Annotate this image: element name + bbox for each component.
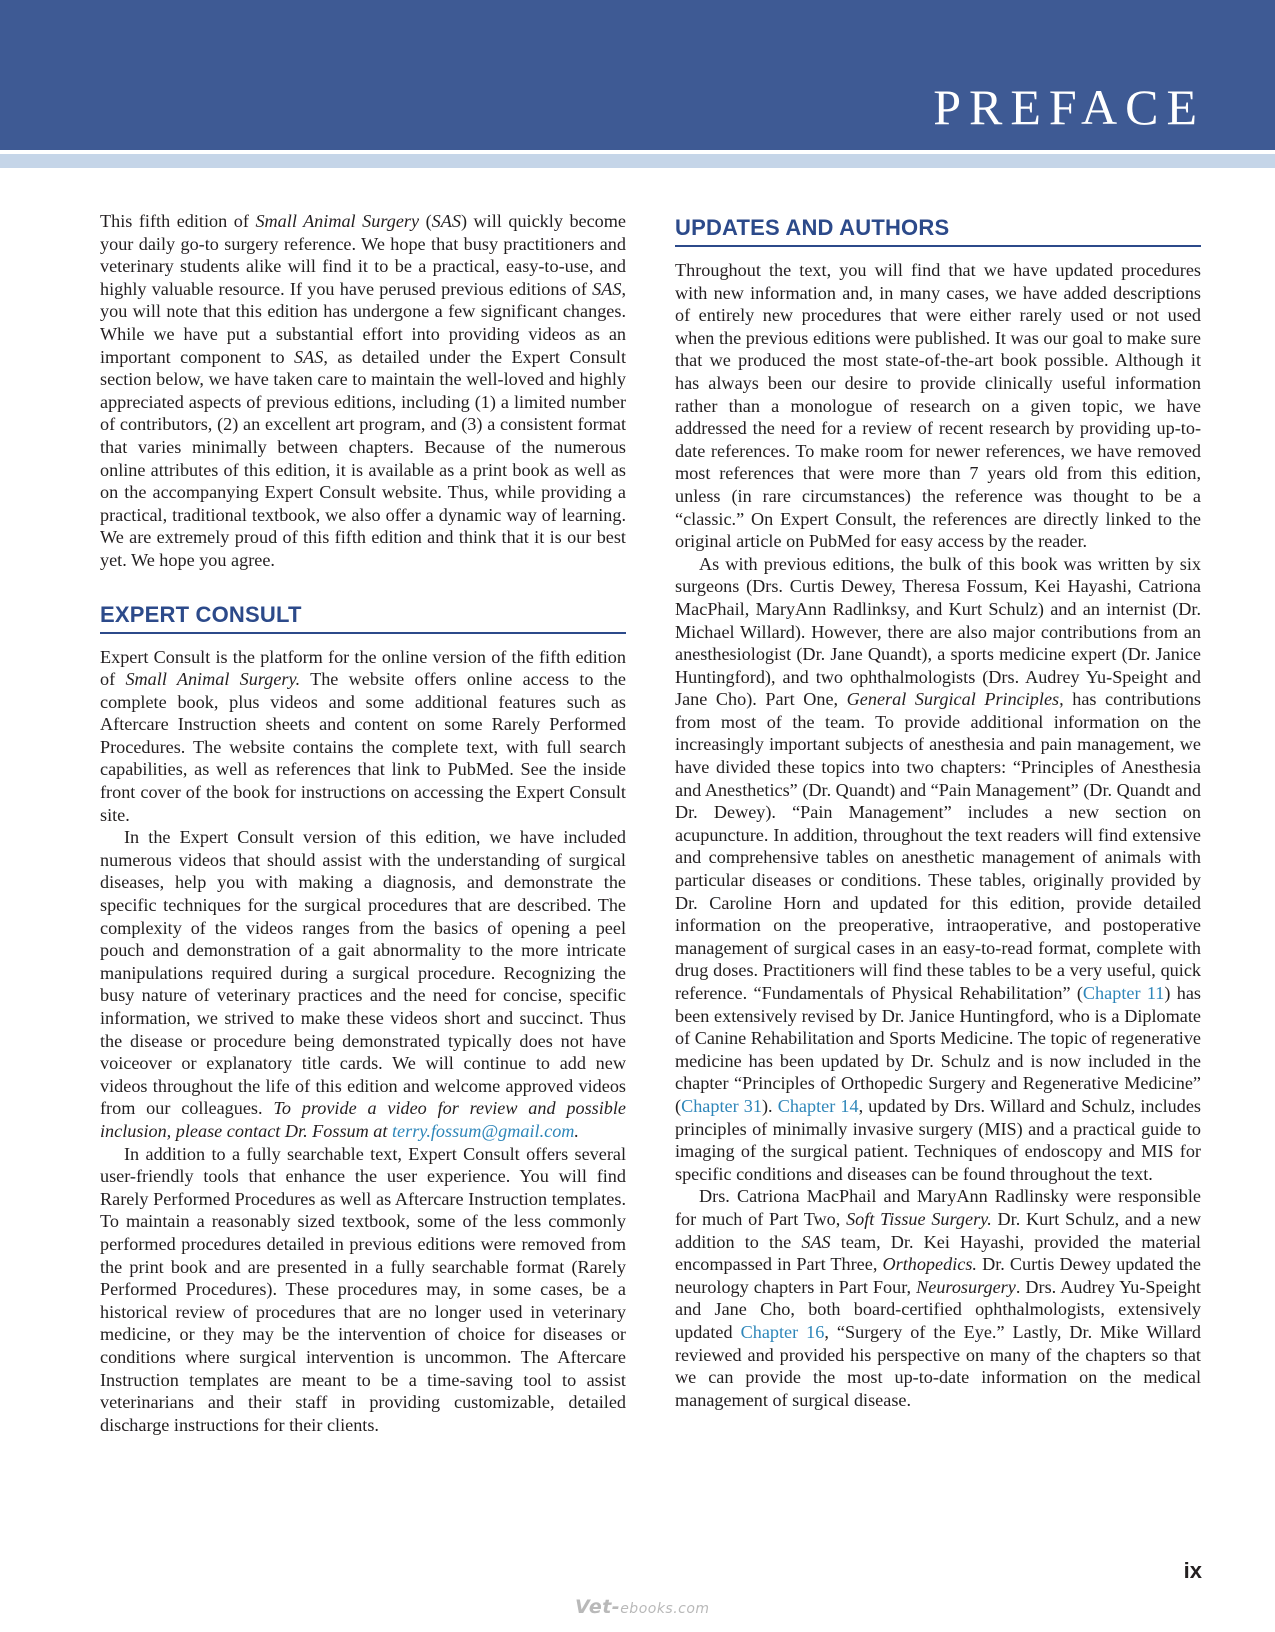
chapter-16-link[interactable]: Chapter 16 — [740, 1321, 825, 1342]
updates-authors-heading: UPDATES AND AUTHORS — [675, 215, 1201, 247]
expert-paragraph-3: In addition to a fully searchable text, Expert Consult offers several user-friendly tools that enhance the user experience. You will find Rarely Performed Procedures as well as Aftercare Instruction templates. To maintain a reasonably sized textbook, some of the less commonly performed procedures detailed in previous editions were removed from the print book and are presented in a fully searchable format (Rarely Performed Procedures). These procedures may, in some cases, be a historical review of procedures that are no longer used in veterinary medicine, or they may be the intervention of choice for diseases or conditions where surgical intervention is uncommon. The Aftercare Instruction templates are meant to be a time-saving tool to assist veterinarians and their staff in providing customizable, detailed discharge instructions for their clients. — [100, 1143, 626, 1435]
chapter-14-link[interactable]: Chapter 14 — [777, 1095, 859, 1116]
chapter-31-link[interactable]: Chapter 31 — [681, 1095, 762, 1116]
expert-paragraph-1: Expert Consult is the platform for the online version of the fifth edition of Small Animal Surgery. The website offers online access to the complete book, plus videos and some additional features such as Aftercare Instruction sheets and content on some Rarely Performed Procedures. The website contains the complete text, with full search capabilities, as well as references that link to PubMed. See the inside front cover of the book for instructions on accessing the Expert Consult site. — [100, 646, 626, 825]
updates-paragraph-3: Drs. Catriona MacPhail and MaryAnn Radlinsky were responsible for much of Part Two, Soft Tissue Surgery. Dr. Kurt Schulz, and a new addition to the SAS team, Dr. Kei Hayashi, provided the material encompassed in Part Three, Orthopedics. Dr. Curtis Dewey updated the neurology chapters in Part Four, Neurosurgery. Drs. Audrey Yu-Speight and Jane Cho, both board-certified ophthalmologists, extensively updated Chapter 16, “Surgery of the Eye.” Lastly, Dr. Mike Willard reviewed and provided his perspective on many of the chapters so that we can provide the most up-to-date information on the medical management of surgical disease. — [675, 1186, 1202, 1410]
watermark-logo: Vet-ebooks.com — [575, 1596, 710, 1618]
email-link[interactable]: terry.fossum@gmail.com — [391, 1120, 575, 1141]
chapter-11-link[interactable]: Chapter 11 — [1082, 983, 1165, 1003]
expert-paragraph-2: In the Expert Consult version of this edition, we have included numerous videos that should assist with the understanding of surgical diseases, help you with making a diagnosis, and demonstrate the specific techniques for the surgical procedures that are described. The complexity of the videos ranges from the basics of opening a peel pouch and demonstration of a gait abnormality to the more intricate manipulations required during a surgical procedure. Recognizing the busy nature of veterinary practices and the need for concise, specific information, we strived to make these videos short and succinct. Thus the disease or procedure being demonstrated typically does not have voiceover or explanatory title cards. We will continue to add new videos throughout the life of this edition and welcome approved videos from our colleagues. To provide a video for review and possible inclusion, please contact Dr. Fossum at terry.fossum@gmail.com. — [100, 827, 627, 1141]
page-title: PREFACE — [933, 79, 1205, 135]
right-column — [675, 215, 1201, 1411]
header-strip — [0, 154, 1275, 168]
updates-paragraph-2: As with previous editions, the bulk of this book was written by six surgeons (Drs. Curtis Dewey, Theresa Fossum, Kei Hayashi, Catriona MacPhail, MaryAnn Radlinksy, and Kurt Schulz) and an internist (Dr. Michael Willard). However, there are also major contributions from an anesthesiologist (Dr. Jane Quandt), a sports medicine expert (Dr. Janice Huntingford), and two ophthalmologists (Drs. Audrey Yu-Speight and Jane Cho). Part One, General Surgical Principles, has contributions from most of the team. To provide additional information on the increasingly important subjects of anesthesia and pain management, we have divided these topics into two chapters: “Principles of Anesthesia and Anesthetics” (Dr. Quandt) and “Pain Management” (Dr. Quandt and Dr. Dewey). “Pain Management” includes a new section on acupuncture. In addition, throughout the text readers will find extensive and comprehensive tables on anesthetic management of animals with particular diseases or conditions. These tables, originally provided by Dr. Caroline Horn and updated for this edition, provide detailed information on the preoperative, intraoperative, and postoperative management of surgical cases in an easy-to-read format, complete with drug doses. Practitioners will find these tables to be a very useful, quick reference. “Fundamentals of Physical Rehabilitation” (Chapter 11) has been extensively revised by Dr. Janice Huntingford, who is a Diplomate of Canine Rehabilitation and Sports Medicine. The topic of regenerative medicine has been updated by Dr. Schulz and is now included in the chapter “Principles of Orthopedic Surgery and Regenerative Medicine” (Chapter 31). Chapter 14, updated by Drs. Willard and Schulz, includes principles of minimally invasive surgery (MIS) and a practical guide to imaging of the surgical patient. Techniques of endoscopy and MIS for specific conditions and diseases can be found throughout the text. — [675, 553, 1202, 1184]
updates-paragraph-1: Throughout the text, you will find that we have updated procedures with new information and, in many cases, we have added descriptions of entirely new procedures that were either rarely used or not used when the previous editions were published. It was our goal to make sure that we produced the most state-of-the-art book possible. Although it has always been our desire to provide clinically useful information rather than a monologue of research on a given topic, we have addressed the need for a review of recent research by providing up-to-date references. To make room for newer references, we have removed most references that were more than 7 years old from this edition, unless (in rare circumstances) the reference was thought to be a “classic.” On Expert Consult, the references are directly linked to the original article on PubMed for easy access by the reader. — [675, 260, 1201, 552]
intro-paragraph: This fifth edition of Small Animal Surgery (SAS) will quickly become your daily go-to surgery reference. We hope that busy practitioners and veterinary students alike will find it to be a practical, easy-to-use, and highly valuable resource. If you have perused previous editions of SAS, you will note that this edition has undergone a few significant changes. While we have put a substantial effort into providing videos as an important component to SAS, as detailed under the Expert Consult section below, we have taken care to maintain the well-loved and highly appreciated aspects of previous editions, including (1) a limited number of contributors, (2) an excellent art program, and (3) a consistent format that varies minimally between chapters. Because of the numerous online attributes of this edition, it is available as a print book as well as on the accompanying Expert Consult website. Thus, while providing a practical, traditional textbook, we also offer a dynamic way of learning. We are extremely proud of this fifth edition and think that it is our best yet. We hope you agree. — [100, 211, 626, 570]
expert-consult-heading: EXPERT CONSULT — [100, 602, 626, 634]
left-column — [100, 210, 626, 1436]
page-number: ix — [1183, 1558, 1202, 1583]
